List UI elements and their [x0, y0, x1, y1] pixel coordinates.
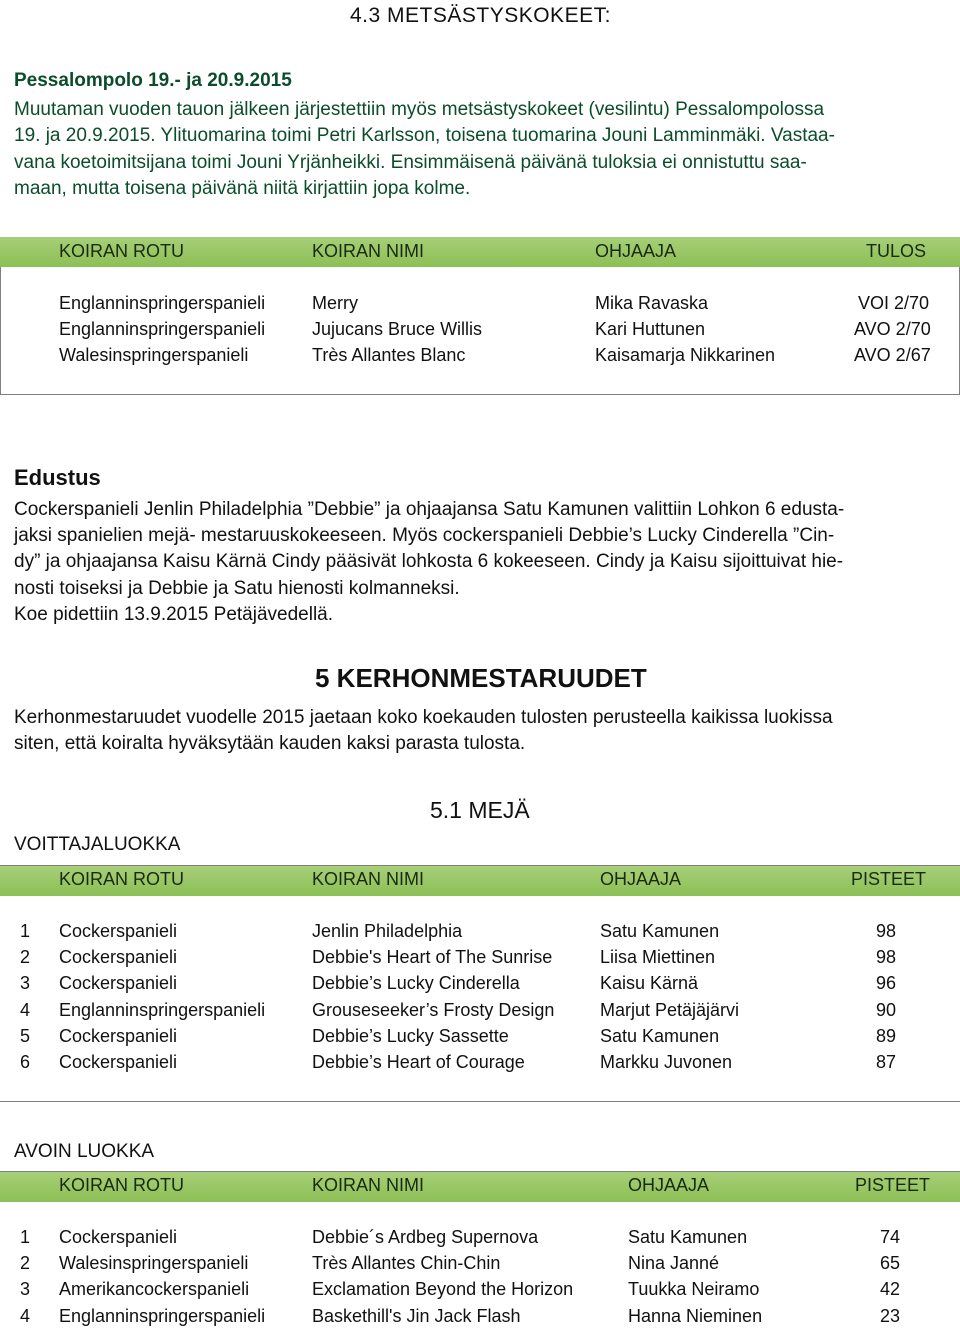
table-cell: Jujucans Bruce Willis — [312, 319, 483, 339]
table-cell: Kari Huttunen — [595, 319, 706, 339]
rank-cell: 4 — [20, 999, 31, 1020]
event-line: 19. ja 20.9.2015. Ylituomarina toimi Petri Karlsson, toisena tuomarina Jouni Lamminmäki. Vastaa- — [14, 125, 835, 147]
section-heading: 5 KERHONMESTARUUDET — [315, 663, 647, 693]
table-cell: Debbie’s Heart of Courage — [312, 1052, 525, 1072]
table-cell: Debbie’s Lucky Sassette — [312, 1025, 509, 1046]
rank-cell: 3 — [20, 1279, 31, 1300]
rank-cell: 2 — [20, 947, 31, 968]
table-cell: 65 — [879, 1253, 900, 1274]
table-cell: Debbie's Heart of The Sunrise — [312, 947, 553, 968]
table-cell: 74 — [879, 1227, 900, 1247]
rank-cell: 4 — [20, 1305, 31, 1326]
table-cell: 42 — [879, 1279, 900, 1300]
table-cell: Englanninspringerspanieli — [59, 1305, 266, 1326]
table-cell: Debbie´s Ardbeg Supernova — [312, 1227, 539, 1247]
event-line: vana koetoimitsijana toimi Jouni Yrjänheikki. Ensimmäisenä päivänä tuloksia ei onnistuttu saa- — [14, 151, 807, 173]
rank-cell: 6 — [20, 1052, 31, 1072]
table-cell: Cockerspanieli — [59, 973, 178, 994]
table-cell: 98 — [875, 947, 896, 968]
table-cell: Tuukka Neiramo — [628, 1279, 760, 1300]
event-line: maan, mutta toisena päivänä niitä kirjattiin jopa kolme. — [14, 177, 471, 199]
paragraph-line: Koe pidettiin 13.9.2015 Petäjävedellä. — [14, 603, 334, 625]
paragraph-line: dy” ja ohjaajansa Kaisu Kärnä Cindy pääsivät lohkosta 6 kokeeseen. Cindy ja Kaisu sijoittuivat hie- — [14, 551, 844, 573]
column-header: OHJAAJA — [600, 869, 682, 889]
table-cell: Amerikancockerspanieli — [59, 1279, 250, 1300]
table-cell: Très Allantes Chin-Chin — [312, 1253, 501, 1274]
table-cell: 98 — [875, 921, 896, 941]
table-cell: Walesinspringerspanieli — [59, 345, 249, 365]
column-header: OHJAAJA — [628, 1175, 710, 1195]
rank-cell: 3 — [20, 973, 31, 994]
edustus-heading: Edustus — [14, 465, 101, 490]
table-cell: Walesinspringerspanieli — [59, 1253, 249, 1274]
table-bottom-rule — [0, 1101, 960, 1102]
paragraph-line: siten, että koiralta hyväksytään kauden kaksi parasta tulosta. — [14, 733, 526, 755]
table-cell: VOI 2/70 — [858, 293, 930, 313]
column-header: KOIRAN ROTU — [59, 1175, 185, 1195]
table-cell: Satu Kamunen — [600, 1025, 720, 1046]
column-header: KOIRAN NIMI — [312, 1175, 425, 1195]
table-cell: 23 — [879, 1305, 900, 1326]
table-cell: Markku Juvonen — [600, 1052, 733, 1072]
rank-cell: 2 — [20, 1253, 31, 1274]
table-cell: Cockerspanieli — [59, 1227, 178, 1247]
table-cell: Kaisu Kärnä — [600, 973, 699, 994]
table-cell: Englanninspringerspanieli — [59, 293, 266, 313]
table-cell: Très Allantes Blanc — [312, 345, 466, 365]
table-cell: Exclamation Beyond the Horizon — [312, 1279, 574, 1300]
table-cell: 96 — [875, 973, 896, 994]
column-header: KOIRAN NIMI — [312, 241, 425, 261]
table-cell: AVO 2/70 — [854, 319, 931, 339]
table-cell: Cockerspanieli — [59, 947, 178, 968]
column-header: PISTEET — [855, 1175, 931, 1195]
event-paragraph — [14, 97, 949, 202]
class-label: AVOIN LUOKKA — [14, 1141, 155, 1162]
table-cell: Baskethill's Jin Jack Flash — [312, 1305, 521, 1326]
column-header: TULOS — [866, 241, 927, 261]
table-cell: Marjut Petäjäjärvi — [600, 999, 740, 1020]
table-cell: Cockerspanieli — [59, 1025, 178, 1046]
class-label: VOITTAJALUOKKA — [14, 834, 181, 855]
column-header: KOIRAN NIMI — [312, 869, 425, 889]
rank-cell: 5 — [20, 1025, 31, 1046]
paragraph-line: jaksi spanielien mejä- mestaruuskokeeseen. Myös cockerspanieli Debbie’s Lucky Cinderella ”Cin- — [14, 525, 835, 547]
paragraph-line: Cockerspanieli Jenlin Philadelphia ”Debbie” ja ohjaajansa Satu Kamunen valittiin Lohkon 6 edusta- — [14, 499, 845, 520]
table-cell: Merry — [312, 293, 358, 313]
rank-cell: 1 — [20, 921, 31, 941]
table-cell: Jenlin Philadelphia — [312, 921, 463, 941]
table-cell: 90 — [875, 999, 896, 1020]
column-header: OHJAAJA — [595, 241, 677, 261]
table-cell: Debbie’s Lucky Cinderella — [312, 973, 520, 994]
table-cell: Liisa Miettinen — [600, 947, 716, 968]
table-cell: Englanninspringerspanieli — [59, 999, 266, 1020]
table-cell: 89 — [875, 1025, 896, 1046]
event-line: Muutaman vuoden tauon jälkeen järjestettiin myös metsästyskokeet (vesilintu) Pessalompolossa — [14, 99, 825, 120]
page-title: 4.3 METSÄSTYSKOKEET: — [350, 4, 611, 27]
rank-cell: 1 — [20, 1227, 31, 1247]
subsection-heading: 5.1 MEJÄ — [430, 797, 530, 823]
table-cell: Cockerspanieli — [59, 921, 178, 941]
table-cell: Mika Ravaska — [595, 293, 709, 313]
column-header: KOIRAN ROTU — [59, 869, 185, 889]
column-header: KOIRAN ROTU — [59, 241, 185, 261]
column-header: PISTEET — [851, 869, 927, 889]
table-cell: AVO 2/67 — [854, 345, 931, 365]
table-cell: Satu Kamunen — [628, 1227, 748, 1247]
kerho-paragraph — [14, 705, 833, 757]
table-cell: Englanninspringerspanieli — [59, 319, 266, 339]
event-heading: Pessalompolo 19.- ja 20.9.2015 — [14, 70, 292, 91]
paragraph-line: nosti toiseksi ja Debbie ja Satu hienosti kolmanneksi. — [14, 577, 460, 599]
table-cell: Satu Kamunen — [600, 921, 720, 941]
table-cell: Grouseseeker’s Frosty Design — [312, 999, 555, 1020]
paragraph-line: Kerhonmestaruudet vuodelle 2015 jaetaan koko koekauden tulosten perusteella kaikissa luokissa — [14, 707, 833, 728]
edustus-paragraph — [14, 497, 844, 628]
table-cell: 87 — [875, 1052, 896, 1072]
table-cell: Cockerspanieli — [59, 1052, 178, 1072]
table-cell: Kaisamarja Nikkarinen — [595, 345, 776, 365]
table-cell: Nina Janné — [628, 1253, 720, 1274]
table-cell: Hanna Nieminen — [628, 1305, 763, 1326]
